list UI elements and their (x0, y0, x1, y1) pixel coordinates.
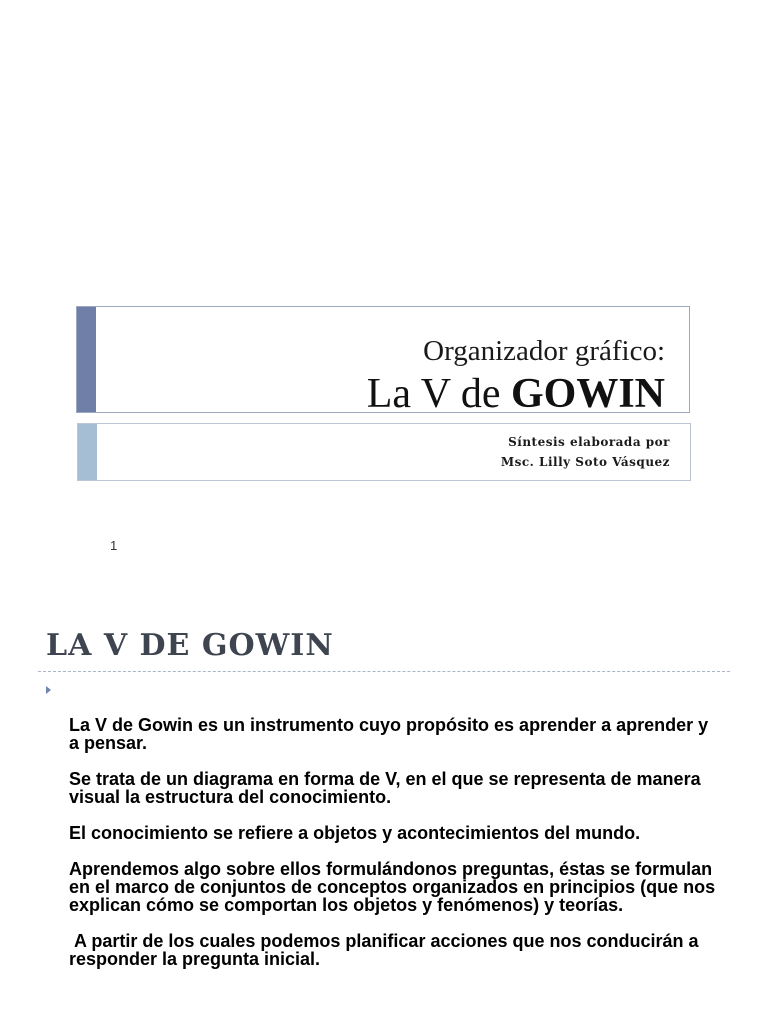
title-line-1: Organizador gráfico: (423, 335, 665, 367)
subtitle-box (77, 423, 691, 481)
title-accent-bar (77, 307, 96, 412)
paragraph: La V de Gowin es un instrumento cuyo propósito es aprender a aprender y a pensar. (69, 715, 714, 753)
title-prefix: La V de (366, 371, 511, 417)
title-line-2 (367, 373, 665, 415)
title-box (76, 306, 690, 417)
heading-divider (38, 671, 730, 672)
paragraph: El conocimiento se refiere a objetos y acontecimientos del mundo. (69, 823, 641, 843)
title-bold: GOWIN (510, 371, 665, 417)
paragraph: Se trata de un diagrama en forma de V, en el que se representa de manera visual la estructura del conocimiento. (69, 769, 706, 807)
subtitle-accent-bar (78, 424, 97, 480)
paragraph: Aprendemos algo sobre ellos formulándonos preguntas, éstas se formulan en el marco de conjuntos de conceptos organizados en principios (que nos explican cómo se comportan los objetos y fenómenos) y teorías. (69, 859, 721, 915)
paragraph: A partir de los cuales podemos planificar acciones que nos conducirán a responder la pregunta inicial. (69, 931, 704, 969)
subtitle-text (501, 432, 670, 472)
bullet-arrow-icon (46, 686, 51, 694)
subtitle-line-2: Msc. Lilly Soto Vásquez (500, 455, 670, 469)
subtitle-line-1: Síntesis elaborada por (508, 435, 670, 449)
slide-2-body (69, 716, 719, 986)
slide-2-heading: LA V DE GOWIN (46, 628, 334, 663)
page-number: 1 (110, 538, 118, 553)
